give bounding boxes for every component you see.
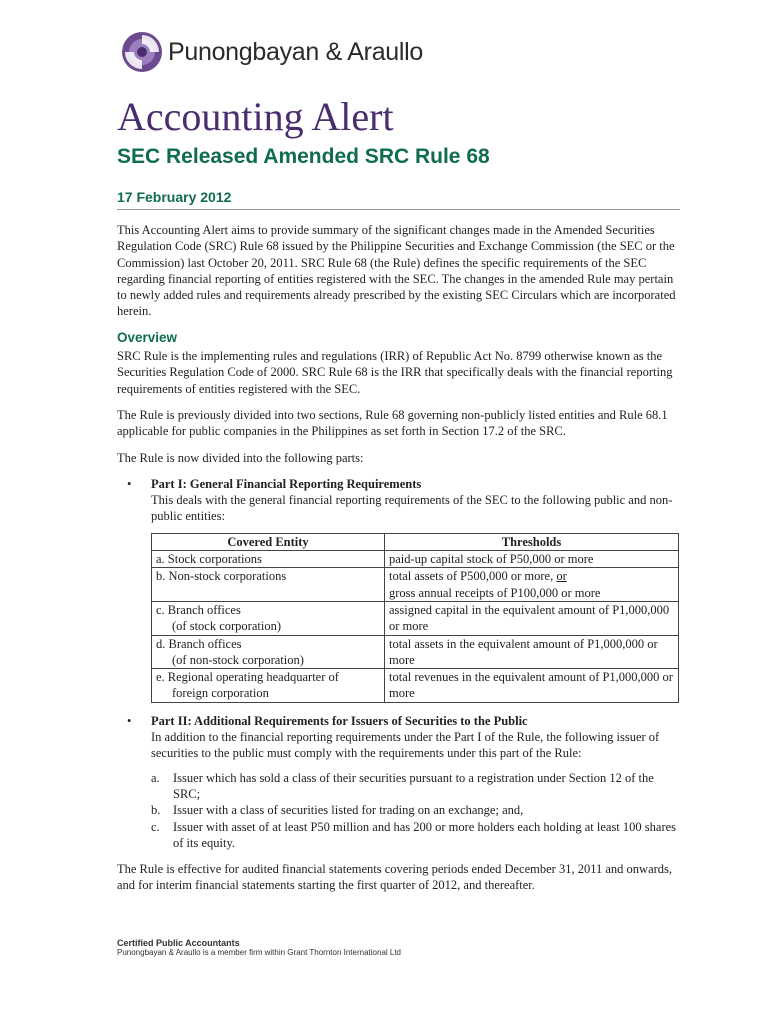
overview-paragraph-2: The Rule is previously divided into two sections, Rule 68 governing non-publicly listed entities and Rule 68.1 applicable for public companies in the Philippines as set forth in Section 17.2 of the SRC. [117,407,668,439]
entity-text: d. Branch offices [156,636,242,651]
list-item [151,802,680,818]
part-1-section [117,476,680,703]
table-row [152,568,679,602]
bullet: • [127,713,132,728]
threshold-text: assigned capital in the equivalent amount of P1,000,000 or more [389,602,670,634]
threshold-cell [385,669,679,703]
document-subtitle: SEC Released Amended SRC Rule 68 [117,145,490,168]
covered-entity-table [151,533,679,703]
list-item [151,770,680,803]
part-1-title: Part I: General Financial Reporting Requirements [151,476,422,491]
entity-text: c. Branch offices [156,602,241,617]
footer-line-2: Punongbayan & Araullo is a member firm within Grant Thornton International Ltd [117,948,402,957]
threshold-text: total revenues in the equivalent amount of P1,000,000 or more [389,670,673,701]
footer-line-1: Certified Public Accountants [117,938,240,948]
table-header-entity: Covered Entity [152,533,385,550]
part-1-text: This deals with the general financial reporting requirements of the SEC to the following public and non-public entities: [151,493,673,524]
overview-heading: Overview [117,329,178,345]
intro-paragraph: This Accounting Alert aims to provide summary of the significant changes made in the Amended Securities Regulation Code (SRC) Rule 68 issued by the Philippine Securities and Exchange Commission (the SEC or the Commission) last October 20, 2011. SRC Rule 68 (the Rule) defines the specific requirements of the SEC regarding financial reporting of entities registered with the SEC. The changes in the amended Rule may pertain to newly added rules and requirements already prescribed by the existing SEC Circulars which are incorporated herein. [117,223,676,319]
threshold-text-2: gross annual receipts of P100,000 or more [389,585,601,600]
logo-icon [121,31,163,73]
table-header-row [152,533,679,550]
threshold-text: total assets of P500,000 or more, [389,569,557,584]
table-row [152,669,679,703]
entity-cell [152,601,385,635]
table-row [152,635,679,669]
part-2-text: In addition to the financial reporting requirements under the Part I of the Rule, the following issuer of securities to the public must comply with the requirements under this part of the Rule: [151,730,660,761]
threshold-text: total assets in the equivalent amount of P1,000,000 or more [389,636,658,667]
header-divider [117,209,680,210]
issuer-list [151,770,680,851]
document-date: 17 February 2012 [117,189,232,205]
entity-cell [152,669,385,703]
threshold-text: paid-up capital stock of P50,000 or more [389,552,594,567]
entity-text-2: (of non-stock corporation) [172,652,304,667]
threshold-cell [385,551,679,568]
list-text: Issuer with asset of at least P50 million and has 200 or more holders each holding at least 100 shares of its equity. [173,819,677,850]
threshold-cell [385,635,679,669]
table-row [152,601,679,635]
logo-text: Punongbayan & Araullo [168,37,424,66]
list-letter: a. [151,770,160,785]
entity-cell [152,568,385,602]
company-logo [121,31,423,73]
entity-text: e. Regional operating headquarter of [156,670,339,685]
list-letter: b. [151,803,161,818]
overview-paragraph-3: The Rule is now divided into the following parts: [117,450,364,465]
list-item [151,819,680,852]
list-letter: c. [151,819,160,834]
closing-paragraph: The Rule is effective for audited financial statements covering periods ended December 31, 2011 and onwards, and for interim financial statements starting the first quarter of 2012, and thereafter. [117,862,673,893]
document-body [117,222,680,904]
entity-text: a. Stock corporations [156,552,262,567]
entity-text: b. Non-stock corporations [156,569,287,584]
page-footer [117,938,401,957]
entity-text-2: (of stock corporation) [172,619,281,634]
threshold-or: or [556,569,567,584]
part-2-title: Part II: Additional Requirements for Issuers of Securities to the Public [151,713,528,728]
overview-paragraph-1: SRC Rule is the implementing rules and regulations (IRR) of Republic Act No. 8799 otherwise known as the Securities Regulation Code of 2000. SRC Rule 68 is the IRR that specifically deals with the financial reporting requirements of entities registered with the SEC. [117,349,673,396]
table-header-thresholds: Thresholds [385,533,679,550]
table-row [152,551,679,568]
entity-text-2: foreign corporation [172,686,269,701]
entity-cell [152,635,385,669]
threshold-cell [385,601,679,635]
part-2-section [117,713,680,851]
document-title: Accounting Alert [117,94,394,139]
threshold-cell [385,568,679,602]
list-text: Issuer with a class of securities listed for trading on an exchange; and, [173,803,524,818]
bullet: • [127,476,132,491]
entity-cell [152,551,385,568]
list-text: Issuer which has sold a class of their securities pursuant to a registration under Section 12 of the SRC; [173,770,654,801]
